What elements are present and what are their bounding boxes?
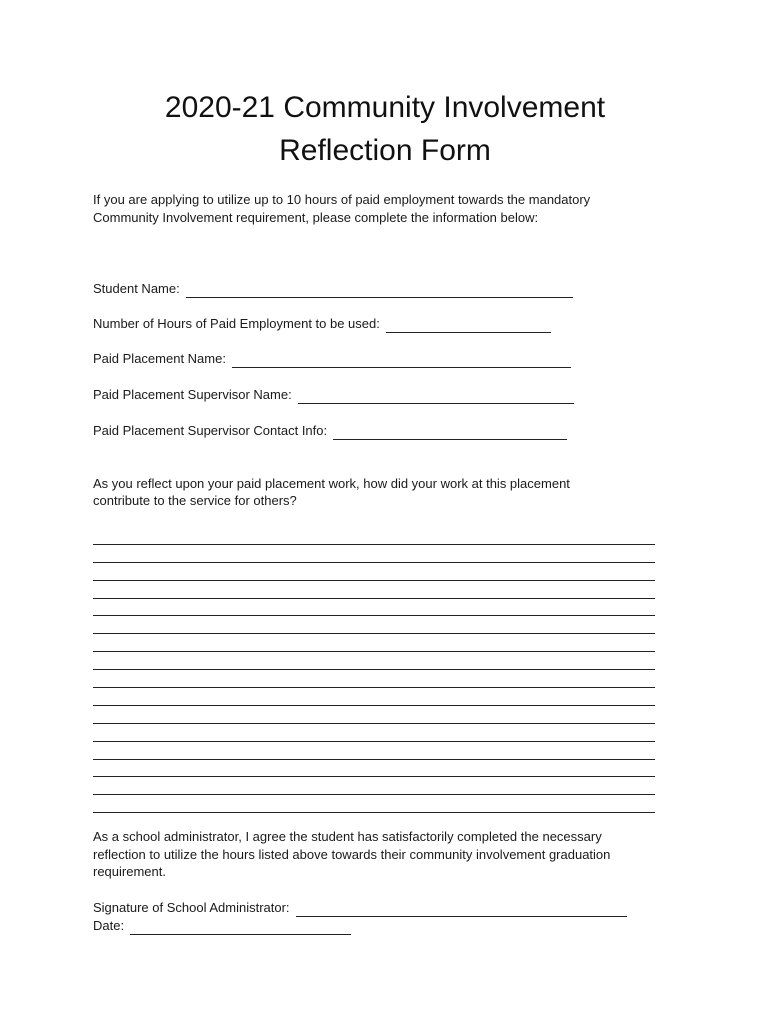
hours-input-line[interactable] bbox=[386, 318, 551, 333]
supervisor-contact-input-line[interactable] bbox=[333, 425, 567, 440]
placement-name-input-line[interactable] bbox=[232, 353, 571, 368]
student-name-field bbox=[93, 280, 573, 298]
form-title-line-2: Reflection Form bbox=[279, 134, 491, 167]
date-field bbox=[93, 917, 351, 935]
agreement-text-line-3: requirement. bbox=[93, 864, 166, 879]
hours-field bbox=[93, 315, 551, 333]
date-label: Date: bbox=[93, 918, 125, 933]
placement-name-label: Paid Placement Name: bbox=[93, 351, 226, 366]
supervisor-contact-label: Paid Placement Supervisor Contact Info: bbox=[93, 423, 328, 438]
hours-label: Number of Hours of Paid Employment to be used: bbox=[93, 316, 380, 331]
answer-line[interactable] bbox=[93, 760, 655, 778]
placement-name-field bbox=[93, 350, 571, 368]
supervisor-name-field bbox=[93, 386, 574, 404]
answer-line[interactable] bbox=[93, 742, 655, 760]
answer-line[interactable] bbox=[93, 634, 655, 652]
form-title-line-1: 2020-21 Community Involvement bbox=[164, 91, 606, 124]
agreement-text-line-1: As a school administrator, I agree the student has satisfactorily completed the necessary bbox=[93, 829, 602, 844]
intro-text-line-1: If you are applying to utilize up to 10 hours of paid employment towards the mandatory bbox=[93, 192, 591, 207]
supervisor-name-input-line[interactable] bbox=[298, 389, 574, 404]
signature-input-line[interactable] bbox=[296, 902, 627, 917]
answer-line[interactable] bbox=[93, 527, 655, 545]
answer-line[interactable] bbox=[93, 706, 655, 724]
answer-line[interactable] bbox=[93, 795, 655, 813]
answer-line[interactable] bbox=[93, 616, 655, 634]
answer-line[interactable] bbox=[93, 688, 655, 706]
form-title bbox=[0, 86, 770, 172]
answer-line[interactable] bbox=[93, 563, 655, 581]
date-input-line[interactable] bbox=[130, 920, 351, 935]
signature-label: Signature of School Administrator: bbox=[93, 900, 290, 915]
reflection-question-line-2: contribute to the service for others? bbox=[93, 493, 297, 508]
supervisor-name-label: Paid Placement Supervisor Name: bbox=[93, 387, 292, 402]
answer-line[interactable] bbox=[93, 652, 655, 670]
answer-line[interactable] bbox=[93, 545, 655, 563]
answer-line[interactable] bbox=[93, 670, 655, 688]
reflection-question-line-1: As you reflect upon your paid placement work, how did your work at this placement bbox=[93, 476, 570, 491]
answer-line[interactable] bbox=[93, 599, 655, 617]
student-name-label: Student Name: bbox=[93, 281, 180, 296]
answer-line[interactable] bbox=[93, 777, 655, 795]
intro-text-line-2: Community Involvement requirement, please complete the information below: bbox=[93, 210, 539, 225]
student-name-input-line[interactable] bbox=[186, 283, 573, 298]
supervisor-contact-field bbox=[93, 422, 567, 440]
answer-line[interactable] bbox=[93, 724, 655, 742]
answer-line[interactable] bbox=[93, 581, 655, 599]
signature-field bbox=[93, 899, 627, 917]
reflection-answer-area[interactable] bbox=[93, 527, 655, 813]
agreement-text-line-2: reflection to utilize the hours listed above towards their community involvement graduation bbox=[93, 847, 611, 862]
